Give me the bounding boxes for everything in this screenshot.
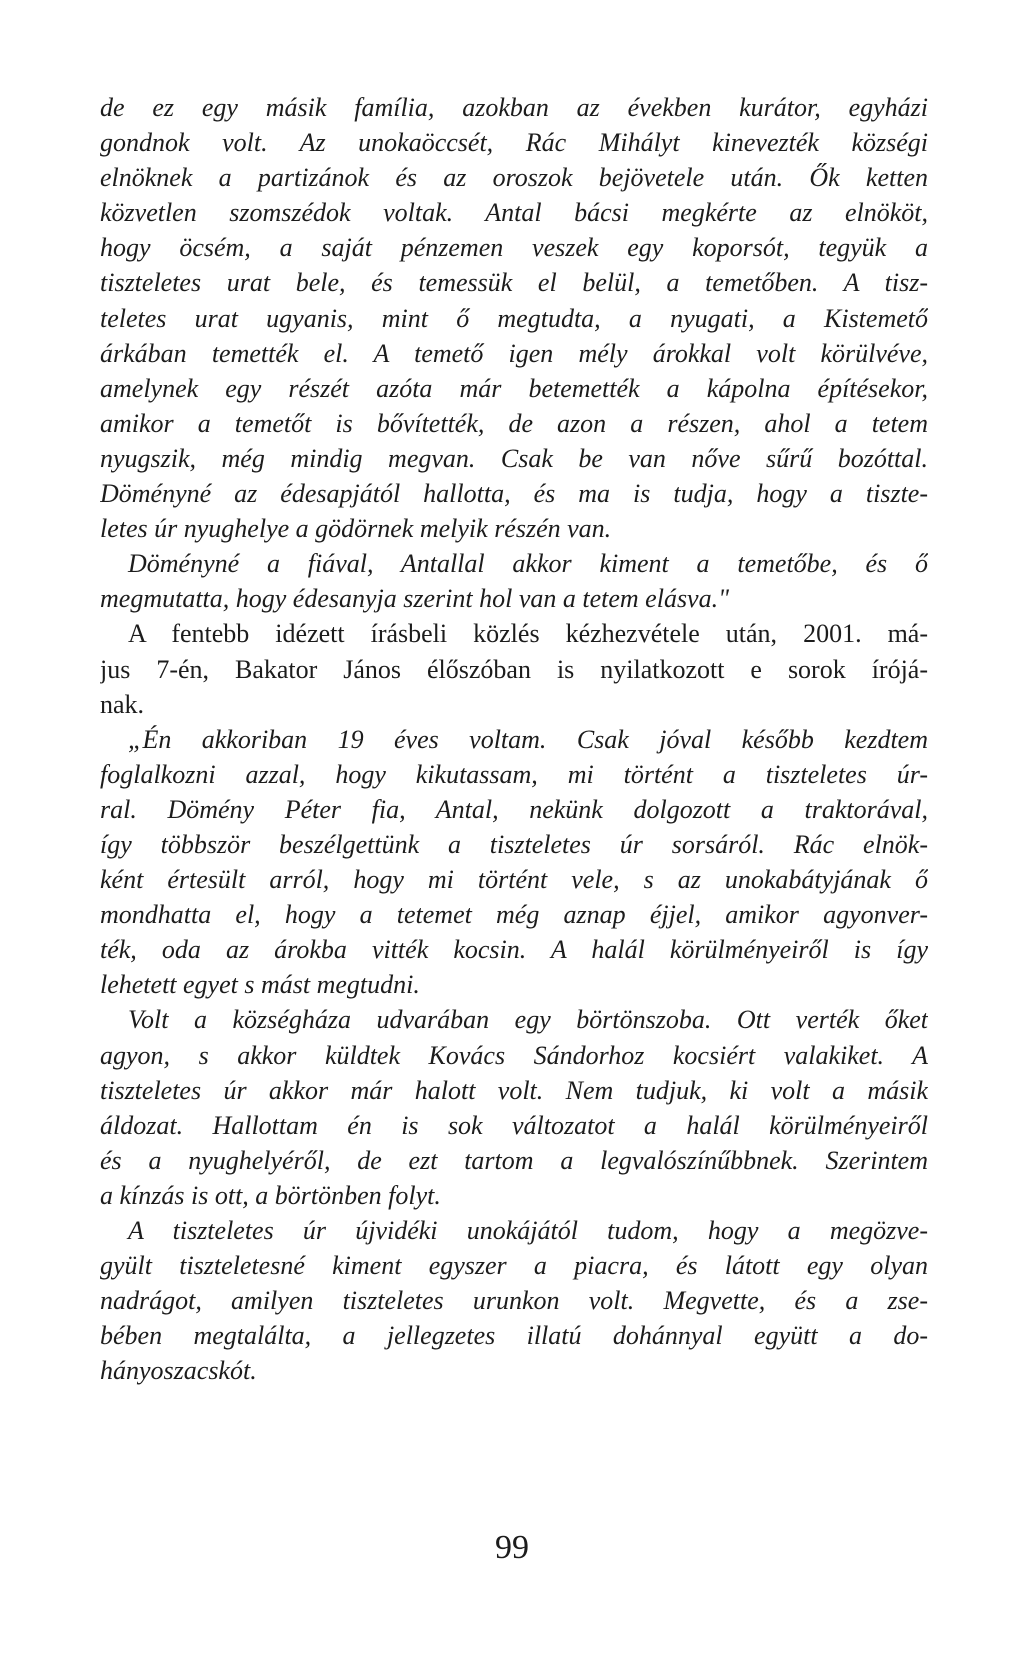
text-line: és a nyughelyéről, de ezt tartom a legvalószínűbbnek. Szerintem (100, 1145, 928, 1175)
text-line: elnöknek a partizánok és az oroszok bejövetele után. Ők ketten (100, 163, 928, 193)
text-line: mondhatta el, hogy a tetemet még aznap éjjel, amikor agyonver- (100, 900, 928, 930)
text-line: árkában temették el. A temető igen mély árokkal volt körülvéve, (100, 338, 928, 368)
text-line: bében megtalálta, a jellegzetes illatú dohánnyal együtt a do- (100, 1321, 928, 1351)
text-line: ként értesült arról, hogy mi történt vele, s az unokabátyjának ő (100, 865, 928, 895)
text-line: áldozat. Hallottam én is sok változatot a halál körülményeiről (100, 1110, 928, 1140)
text-line: tiszteletes urat bele, és temessük el belül, a temetőben. A tisz- (100, 268, 928, 298)
text-line: így többször beszélgettünk a tiszteletes úr sorsáról. Rác elnök- (100, 829, 928, 859)
text-line: nak. (100, 689, 145, 719)
text-line: a kínzás is ott, a börtönben folyt. (100, 1180, 441, 1210)
paragraph (100, 1002, 928, 1213)
text-line: ték, oda az árokba vitték kocsin. A halál körülményeiről is így (100, 935, 928, 965)
text-line: nyugszik, még mindig megvan. Csak be van nőve sűrű bozóttal. (100, 443, 928, 473)
paragraph (100, 90, 928, 546)
text-line: Döményné az édesapjától hallotta, és ma is tudja, hogy a tiszte- (100, 479, 928, 509)
paragraph (100, 1213, 928, 1388)
text-line: amelynek egy részét azóta már betemették a kápolna építésekor, (100, 373, 928, 403)
text-line: teletes urat ugyanis, mint ő megtudta, a nyugati, a Kistemető (100, 303, 928, 333)
text-line: lehetett egyet s mást megtudni. (100, 970, 420, 1000)
page-body (100, 90, 928, 1388)
text-line: jus 7-én, Bakator János élőszóban is nyilatkozott e sorok írójá- (100, 654, 928, 684)
text-line: tiszteletes úr akkor már halott volt. Nem tudjuk, ki volt a másik (100, 1075, 928, 1105)
text-line: letes úr nyughelye a gödörnek melyik részén van. (100, 514, 612, 544)
text-line: Döményné a fiával, Antallal akkor kiment a temetőbe, és ő (128, 549, 928, 579)
text-line: megmutatta, hogy édesanyja szerint hol van a tetem elásva." (100, 584, 730, 614)
text-line: A tiszteletes úr újvidéki unokájától tudom, hogy a megözve- (128, 1216, 928, 1245)
text-line: nadrágot, amilyen tiszteletes urunkon volt. Megvette, és a zse- (100, 1286, 928, 1316)
text-line: „Én akkoriban 19 éves voltam. Csak jóval később kezdtem (128, 724, 928, 754)
paragraph (100, 616, 928, 721)
text-line: gyült tiszteletesné kiment egyszer a piacra, és látott egy olyan (100, 1251, 928, 1281)
text-line: agyon, s akkor küldtek Kovács Sándorhoz kocsiért valakiket. A (100, 1040, 928, 1070)
text-line: hányoszacskót. (100, 1356, 257, 1386)
text-line: hogy öcsém, a saját pénzemen veszek egy koporsót, tegyük a (100, 233, 928, 263)
page-number: 99 (495, 1529, 529, 1566)
paragraph (100, 546, 928, 616)
paragraph (100, 722, 928, 1003)
text-line: A fentebb idézett írásbeli közlés kézhezvétele után, 2001. má- (128, 619, 928, 649)
text-line: de ez egy másik família, azokban az években kurátor, egyházi (100, 93, 928, 122)
text-line: Volt a községháza udvarában egy börtönszoba. Ott verték őket (128, 1005, 928, 1035)
text-line: ral. Dömény Péter fia, Antal, nekünk dolgozott a traktorával, (100, 794, 928, 824)
text-line: gondnok volt. Az unokaöccsét, Rác Mihályt kinevezték községi (100, 128, 928, 158)
text-line: foglalkozni azzal, hogy kikutassam, mi történt a tiszteletes úr- (100, 759, 928, 789)
text-line: amikor a temetőt is bővítették, de azon a részen, ahol a tetem (100, 408, 928, 438)
text-line: közvetlen szomszédok voltak. Antal bácsi megkérte az elnököt, (100, 198, 928, 228)
